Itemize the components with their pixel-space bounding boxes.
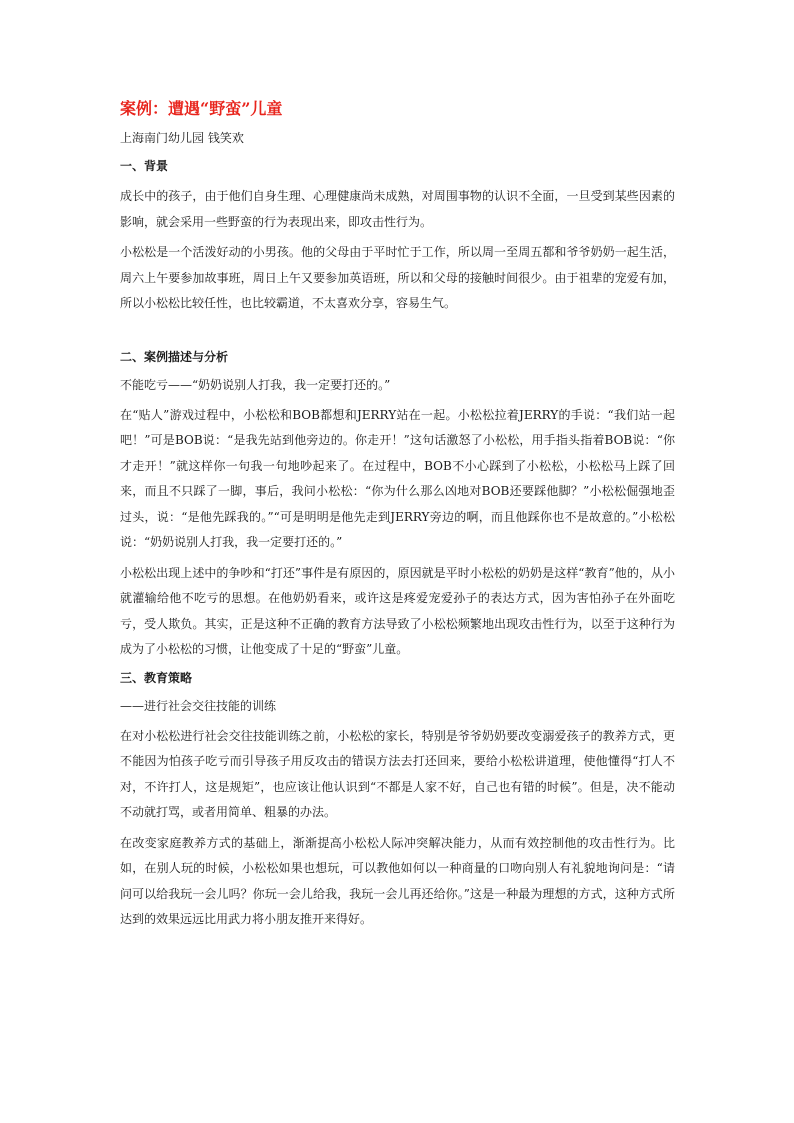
section-subline: ——进行社会交往技能的训练: [120, 698, 277, 713]
paragraph: 小松松出现上述中的争吵和“打还”事件是有原因的，原因就是平时小松松的奶奶是这样“教育”他的，从小就灌输给他不吃亏的思想。在他奶奶看来，或许这是疼爱宠爱孙子的表达方式，因为害怕孙子在外面吃亏，受人欺负。其实，正是这种不正确的教育方法导致了小松松频繁地出现攻击性行为，以至于这种行为成为了小松松的习惯，让他变成了十足的“野蛮”儿童。: [120, 565, 675, 656]
paragraph: 在对小松松进行社会交往技能训练之前，小松松的家长，特别是爷爷奶奶要改变溺爱孩子的教养方式，更不能因为怕孩子吃亏而引导孩子用反攻击的错误方法去打还回来，要给小松松讲道理，使他懂得“打人不对，不许打人，这是规矩”，也应该让他认识到“不都是人家不好，自己也有错的时候”。但是，决不能动不动就打骂，或者用简单、粗暴的办法。: [120, 728, 675, 819]
spacer: [120, 322, 675, 347]
document-author: 上海南门幼儿园 钱笑欢: [120, 131, 244, 145]
section-subline: 不能吃亏——“奶奶说别人打我，我一定要打还的。”: [120, 377, 391, 392]
document-page: [120, 98, 675, 938]
paragraph: 在“贴人”游戏过程中，小松松和BOB都想和JERRY站在一起。小松松拉着JERRY的手说：“我们站一起吧！”可是BOB说：“是我先站到他旁边的。你走开！”这句话激怒了小松松，用手指头指着BOB说：“你才走开！”就这样你一句我一句地吵起来了。在过程中，BOB不小心踩到了小松松，小松松马上踩了回来，而且不只踩了一脚，事后，我问小松松：“你为什么那么凶地对BOB还要踩他脚？”小松松倔强地歪过头，说：“是他先踩我的。”“可是明明是他先走到JERRY旁边的啊，而且他踩你也不是故意的。”小松松说：“奶奶说别人打我，我一定要打还的。”: [120, 407, 675, 549]
section-heading-background: 一、背景: [120, 159, 169, 173]
document-title: 案例：遭遇“野蛮”儿童: [120, 99, 283, 118]
paragraph: 小松松是一个活泼好动的小男孩。他的父母由于平时忙于工作，所以周一至周五都和爷爷奶奶一起生活，周六上午要参加故事班，周日上午又要参加英语班，所以和父母的接触时间很少。由于祖辈的宠爱有加，所以小松松比较任性，也比较霸道，不太喜欢分享，容易生气。: [120, 245, 675, 310]
section-heading-strategy: 三、教育策略: [120, 670, 193, 685]
section-heading-case-analysis: 二、案例描述与分析: [120, 349, 229, 364]
paragraph: 在改变家庭教养方式的基础上，渐渐提高小松松人际冲突解决能力，从而有效控制他的攻击性行为。比如，在别人玩的时候，小松松如果也想玩，可以教他如何以一种商量的口吻向别人有礼貌地询问是：“请问可以给我玩一会儿吗？你玩一会儿给我，我玩一会儿再还给你。”这是一种最为理想的方式，这种方式所达到的效果远远比用武力将小朋友推开来得好。: [120, 835, 675, 926]
paragraph: 成长中的孩子，由于他们自身生理、心理健康尚未成熟，对周围事物的认识不全面，一旦受到某些因素的影响，就会采用一些野蛮的行为表现出来，即攻击性行为。: [120, 189, 675, 229]
